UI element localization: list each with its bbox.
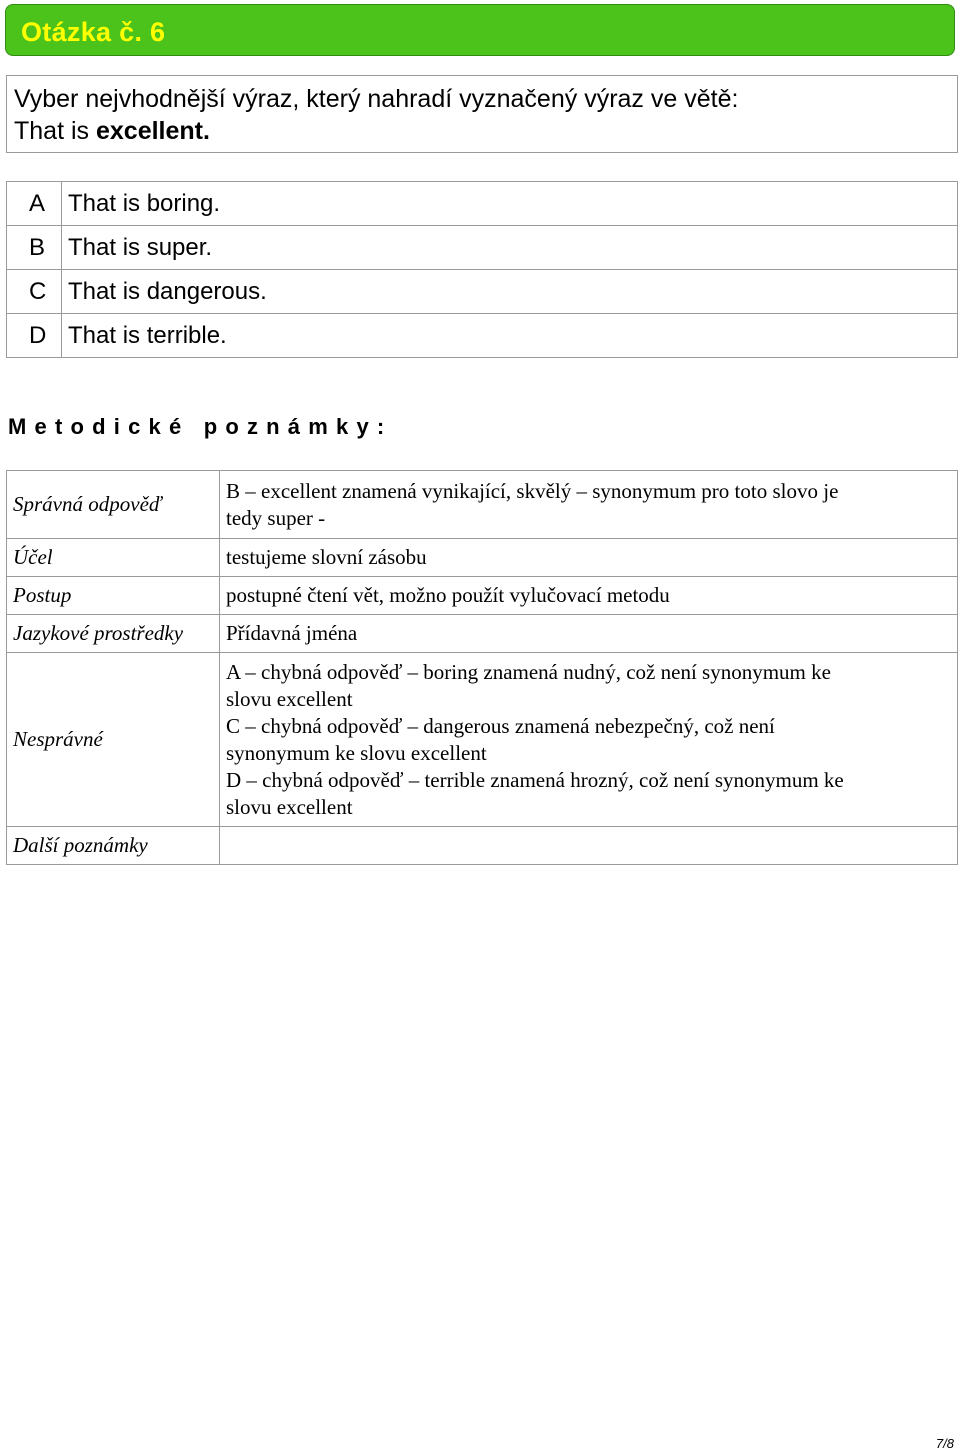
notes-line: slovu excellent bbox=[226, 794, 353, 819]
notes-label: Postup bbox=[7, 577, 220, 615]
notes-label: Účel bbox=[7, 539, 220, 577]
notes-row bbox=[7, 577, 958, 615]
notes-label: Jazykové prostředky bbox=[7, 615, 220, 653]
notes-value bbox=[220, 471, 958, 539]
answer-table bbox=[6, 181, 958, 358]
notes-value bbox=[220, 539, 958, 577]
notes-line: tedy super - bbox=[226, 505, 326, 530]
notes-line: C – chybná odpověď – dangerous znamená nebezpečný, což není bbox=[226, 713, 775, 738]
notes-value bbox=[220, 653, 958, 827]
notes-row bbox=[7, 539, 958, 577]
answer-row[interactable] bbox=[7, 182, 958, 226]
answer-text: That is terrible. bbox=[62, 314, 958, 358]
notes-line: testujeme slovní zásobu bbox=[226, 545, 427, 569]
answer-text: That is boring. bbox=[62, 182, 958, 226]
question-header bbox=[5, 4, 955, 56]
sentence-prefix: That is bbox=[14, 117, 96, 145]
sentence-highlight: excellent. bbox=[95, 117, 210, 145]
answer-letter: A bbox=[7, 182, 62, 226]
page-number: 7/8 bbox=[935, 1436, 954, 1451]
notes-value bbox=[220, 577, 958, 615]
notes-table bbox=[6, 470, 958, 865]
notes-line: B – excellent znamená vynikající, skvělý – synonymum pro toto slovo je bbox=[226, 478, 839, 503]
notes-line: slovu excellent bbox=[226, 686, 353, 711]
notes-line: synonymum ke slovu excellent bbox=[226, 740, 487, 765]
answer-row[interactable] bbox=[7, 314, 958, 358]
notes-row bbox=[7, 653, 958, 827]
notes-line: Přídavná jména bbox=[226, 621, 358, 645]
notes-value bbox=[220, 827, 958, 865]
question-box bbox=[6, 75, 958, 153]
notes-value bbox=[220, 615, 958, 653]
answer-row[interactable] bbox=[7, 270, 958, 314]
answer-letter: D bbox=[7, 314, 62, 358]
answer-text: That is super. bbox=[62, 226, 958, 270]
notes-row bbox=[7, 615, 958, 653]
notes-heading: Metodické poznámky: bbox=[8, 414, 393, 439]
notes-label: Nesprávné bbox=[7, 653, 220, 827]
notes-label: Další poznámky bbox=[7, 827, 220, 865]
notes-row bbox=[7, 827, 958, 865]
answer-text: That is dangerous. bbox=[62, 270, 958, 314]
question-sentence bbox=[14, 115, 957, 147]
notes-line: postupné čtení vět, možno použít vylučovací metodu bbox=[226, 583, 670, 607]
answer-row[interactable] bbox=[7, 226, 958, 270]
notes-line: D – chybná odpověď – terrible znamená hrozný, což není synonymum ke bbox=[226, 767, 844, 792]
notes-label: Správná odpověď bbox=[7, 471, 220, 539]
answer-letter: B bbox=[7, 226, 62, 270]
notes-line: A – chybná odpověď – boring znamená nudný, což není synonymum ke bbox=[226, 659, 831, 684]
answer-letter: C bbox=[7, 270, 62, 314]
question-prompt: Vyber nejvhodnější výraz, který nahradí vyznačený výraz ve větě: bbox=[14, 85, 739, 113]
question-title: Otázka č. 6 bbox=[21, 17, 166, 47]
notes-row bbox=[7, 471, 958, 539]
